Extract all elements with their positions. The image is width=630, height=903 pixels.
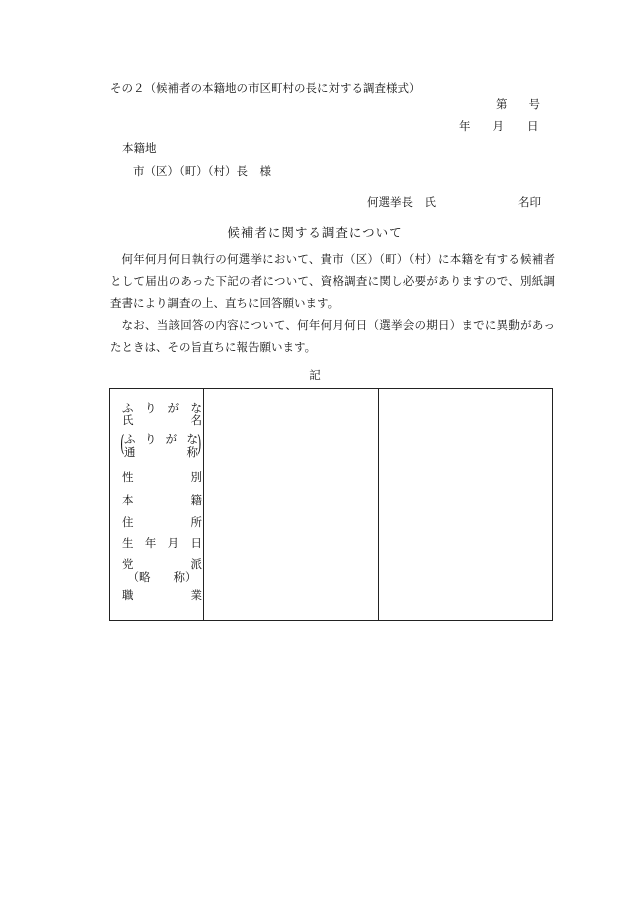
form-heading: その２（候補者の本籍地の市区町村の長に対する調査様式） (110, 81, 421, 95)
candidate-table (109, 388, 553, 621)
document-date (459, 118, 539, 134)
honseki-label: 本籍地 (122, 141, 157, 155)
date-day: 日 (527, 119, 539, 133)
body-paragraph-1: 何年何月何日執行の何選挙において、貴市（区）（町）（村）に本籍を有する候補者として届出のあった下記の者について、資格調査に関し必要がありますので、別紙調査書により調査の上、直ちに回答願います。 (110, 252, 555, 310)
document-title: 候補者に関する調査について (227, 225, 403, 240)
label-ryakusho: （略 称） (127, 570, 197, 584)
date-month: 月 (492, 119, 504, 133)
label-seibetsu: 性 別 (122, 470, 202, 484)
label-shimei: 氏 名 (122, 413, 202, 427)
table-divider-1 (203, 389, 204, 620)
label-seinengappi: 生 年 月 日 (122, 536, 202, 550)
sender-title: 何選挙長 氏 (367, 195, 436, 209)
paren-left: ( (120, 432, 125, 457)
label-tsusho: ふ り が な 通 称 (124, 432, 198, 459)
body-paragraph-2: なお、当該回答の内容について、何年何月何日（選挙会の期日）までに異動があったときは、その旨直ちに報告願います。 (110, 318, 555, 354)
body-text (110, 248, 555, 358)
date-year: 年 (459, 119, 471, 133)
label-toha: 党 派 (122, 557, 202, 571)
label-furigana: ふ り が な (122, 401, 202, 415)
paren-right: ) (197, 432, 202, 457)
table-divider-2 (378, 389, 379, 620)
label-tsusho-block (118, 433, 204, 459)
addressee: 市（区）（町）（村）長 様 (133, 164, 271, 178)
sender-seal: 名印 (518, 195, 541, 209)
number-prefix: 第 (496, 97, 508, 111)
label-honseki: 本 籍 (122, 493, 202, 507)
sender-line (367, 194, 541, 210)
ki-label: 記 (309, 368, 321, 382)
number-suffix: 号 (528, 97, 540, 111)
label-shokugyo: 職 業 (122, 588, 202, 602)
label-jusho: 住 所 (122, 515, 202, 529)
document-number (496, 96, 540, 112)
